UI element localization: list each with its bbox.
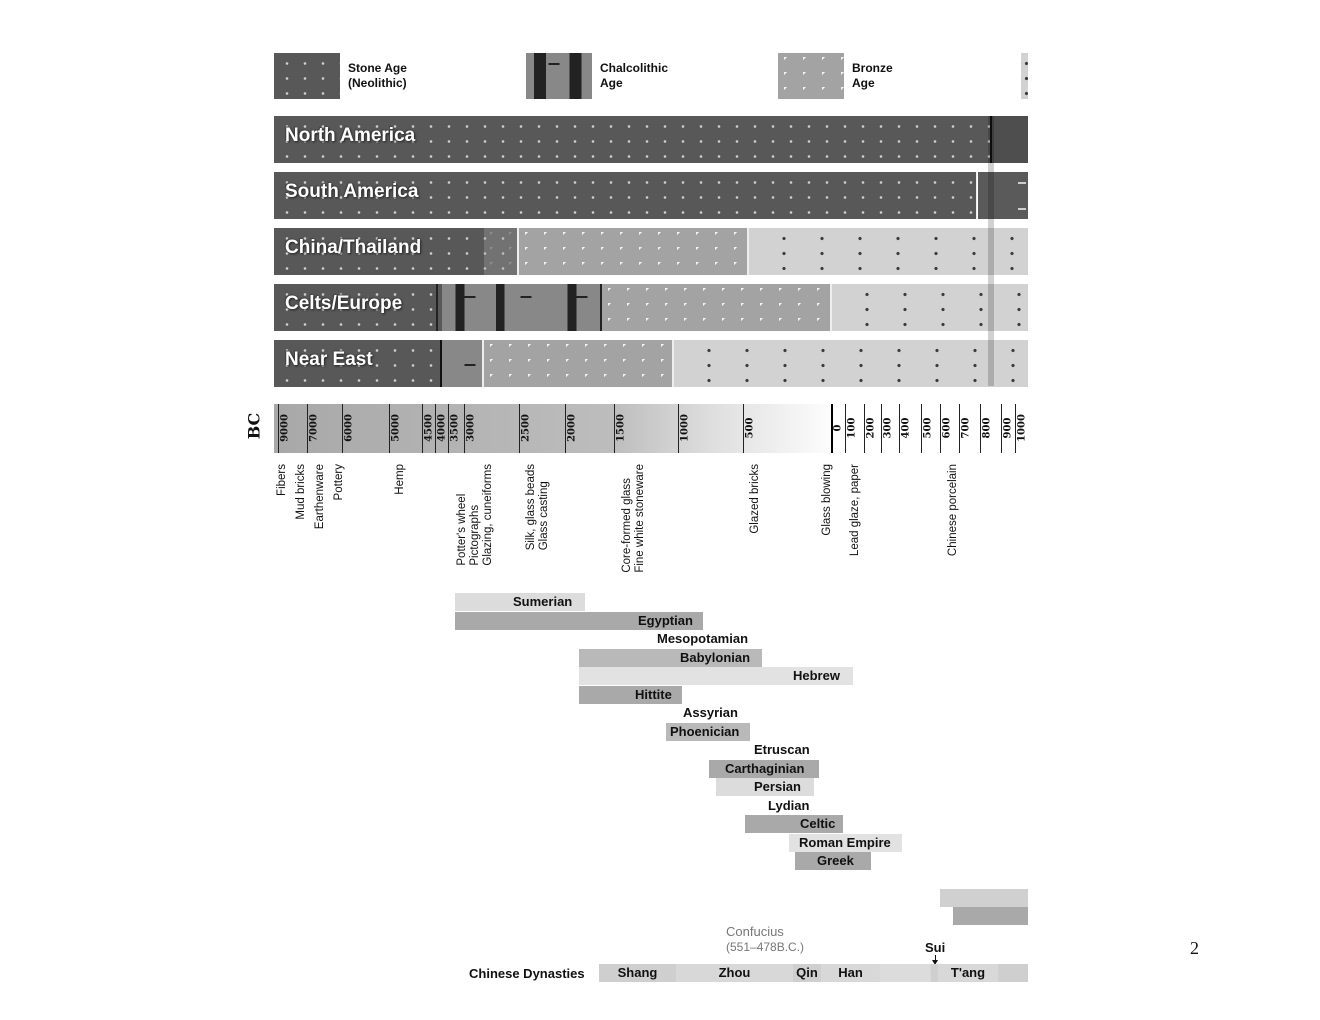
scale-tick-label: 900 (1002, 417, 1014, 439)
sui-label: Sui (925, 940, 946, 955)
region-label: Near East (285, 349, 373, 370)
scale-tick-label: 200 (865, 417, 877, 439)
era-bronze (519, 228, 747, 275)
region-label: China/Thailand (285, 237, 422, 258)
invention-label: Fibers (276, 464, 288, 496)
scale-tick-label: 1500 (615, 414, 627, 442)
era-chalcolithic (978, 172, 1028, 219)
region-celts-europe (274, 284, 1028, 331)
invention-label: Glass blowing (821, 464, 833, 536)
civilization-bar (579, 649, 762, 667)
civilization-label: Hebrew (793, 668, 840, 683)
era-divider (436, 284, 438, 331)
legend-swatch-chalcolithic-dashes (526, 53, 592, 99)
era-iron (674, 340, 1028, 387)
scale-tick-label: 7000 (308, 414, 320, 442)
dynasty-han: Han (822, 964, 879, 982)
civilization-bar (455, 593, 585, 611)
dynasty-sui (931, 964, 938, 982)
scale-tick-label: 4500 (423, 414, 435, 442)
era-dash (1018, 208, 1026, 210)
scale-tick-label: 800 (981, 417, 993, 439)
civilization-label: Roman Empire (799, 834, 891, 850)
era-bronze (484, 340, 672, 387)
scale-tick-label: 2500 (520, 414, 532, 442)
dynasty-qin: Qin (793, 964, 821, 982)
civilization-bar (666, 704, 756, 722)
invention-label: Chinese porcelain (947, 464, 959, 557)
civilization-bar (745, 815, 843, 833)
dynasty-tang: T'ang (939, 964, 997, 982)
scale-tick-label: 6000 (343, 414, 355, 442)
era-iron (749, 228, 1028, 275)
civilization-label: Lydian (768, 797, 810, 813)
region-south-america (274, 172, 1028, 219)
invention-label: Silk, glass beads Glass casting (525, 464, 550, 551)
region-label: South America (285, 181, 419, 202)
scale-tick-label: 100 (846, 417, 858, 439)
civilization-bar (666, 723, 750, 741)
era-divider (976, 172, 977, 219)
civilization-bar (579, 686, 682, 704)
region-china-thailand (274, 228, 1028, 275)
scale-tick-label: 300 (882, 417, 894, 439)
invention-label: Pottery (333, 464, 345, 501)
civilization-bar (789, 834, 902, 852)
era-dash (1018, 182, 1026, 184)
legend-label-stone: Stone Age (Neolithic) (348, 61, 407, 90)
civilization-bar (795, 852, 871, 870)
scale-tick-label: 5000 (390, 414, 402, 442)
civilization-label: Mesopotamian (657, 631, 749, 646)
time-scale (274, 404, 1028, 453)
era-bronze (602, 284, 830, 331)
invention-label: Earthenware (314, 464, 326, 530)
civilization-label: Etruscan (754, 742, 810, 757)
later-bar (953, 907, 1028, 925)
confucius-name: Confucius (726, 924, 784, 939)
era-iron (832, 284, 1028, 331)
civilization-label: Egyptian (638, 612, 693, 628)
civilization-label: Carthaginian (725, 760, 805, 776)
civilization-label: Greek (817, 853, 854, 868)
dynasties-label: Chinese Dynasties (469, 966, 585, 981)
legend-swatch-stone (274, 53, 340, 99)
invention-label: Mud bricks (295, 464, 307, 520)
civilization-label: Persian (754, 779, 801, 794)
legend-label-bronze: Bronze Age (852, 61, 893, 90)
invention-label: Core-formed glass Fine white stoneware (621, 464, 646, 573)
region-label: Celts/Europe (285, 293, 403, 314)
region-north-america (274, 116, 1028, 163)
scale-tick-label: 700 (960, 417, 972, 439)
civilization-bar (716, 778, 814, 796)
scale-tick-label: 4000 (436, 414, 448, 442)
invention-label: Potter's wheel Pictographs Glazing, cuneiforms (456, 464, 494, 566)
scale-tick-label: 400 (900, 417, 912, 439)
civilization-label: Celtic (800, 816, 836, 831)
civilization-label: Phoenician (670, 723, 740, 739)
scale-tick-label: 1000 (1016, 414, 1028, 442)
scale-tick-label: 1000 (679, 414, 691, 442)
later-bar (940, 889, 1028, 907)
era-chalcolithic (442, 340, 482, 387)
civilization-bar (709, 741, 821, 759)
scale-tick-label: 500 (744, 417, 756, 439)
era-label: BC (244, 412, 264, 440)
dynasty-zhou: Zhou (677, 964, 792, 982)
civilization-label: Sumerian (513, 594, 573, 609)
era-chalcolithic-dashes (442, 284, 600, 331)
civilization-label: Babylonian (680, 649, 751, 665)
scale-tick-label: 2000 (566, 414, 578, 442)
civilization-bar (709, 760, 819, 778)
scale-tick-label: 3000 (465, 414, 477, 442)
legend-swatch-bronze (778, 53, 844, 99)
region-label: North America (285, 125, 416, 146)
region-near-east (274, 340, 1028, 387)
civilization-bar (716, 797, 816, 815)
invention-label: Glazed bricks (749, 464, 761, 534)
civilization-bar (579, 667, 853, 685)
page-number: 2 (1190, 938, 1199, 958)
dynasty-gap (880, 964, 930, 982)
invention-label: Hemp (394, 464, 406, 495)
civilization-label: Assyrian (683, 705, 738, 720)
dynasty-later (998, 964, 1028, 982)
confucius-dates: (551–478B.C.) (726, 940, 805, 954)
dynasty-shang: Shang (599, 964, 676, 982)
civilization-bar (455, 612, 703, 630)
right-edge-band (988, 116, 994, 386)
civilization-label: Hittite (635, 686, 672, 702)
civilization-bar (579, 630, 755, 648)
legend-label-chalcolithic: Chalcolithic Age (600, 61, 669, 90)
era-late (992, 116, 1028, 163)
scale-tick-label: 9000 (279, 414, 291, 442)
legend-swatch-iron (1021, 53, 1028, 99)
scale-tick-label: 3500 (449, 414, 461, 442)
scale-tick-label: 0 (832, 424, 844, 432)
era-bronze-fade (484, 228, 517, 275)
scale-tick-label: 500 (922, 417, 934, 439)
scale-tick-label: 600 (941, 417, 953, 439)
invention-label: Lead glaze, paper (849, 464, 861, 557)
